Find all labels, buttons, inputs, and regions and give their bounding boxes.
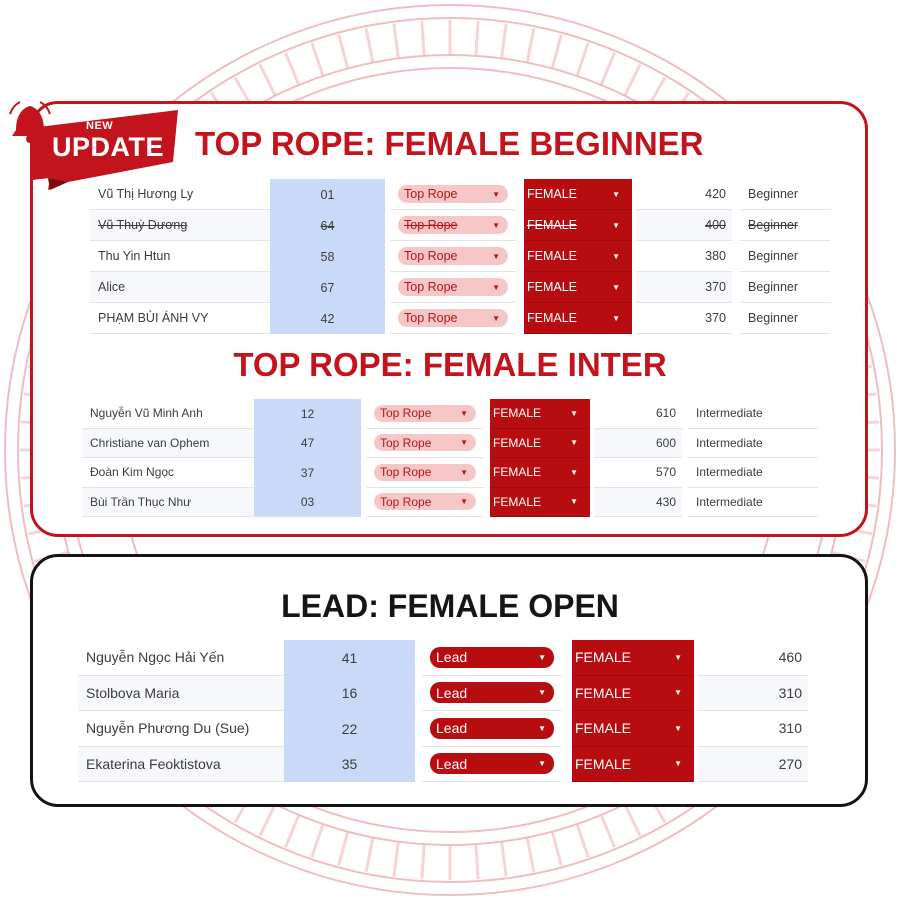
discipline-value: Top Rope — [380, 406, 432, 421]
triangle-down-icon: ▼ — [538, 723, 546, 733]
bib-number: 12 — [300, 406, 315, 421]
bib-number-cell — [254, 458, 362, 488]
level-cell — [688, 488, 818, 518]
discipline-dropdown-cell — [422, 711, 562, 747]
lead-results-table — [78, 640, 808, 782]
badge-update-label: UPDATE — [52, 132, 165, 162]
triangle-down-icon: ▼ — [612, 251, 620, 261]
athlete-name-cell — [82, 429, 254, 459]
triangle-down-icon: ▼ — [492, 282, 500, 292]
bib-number: 58 — [320, 249, 335, 264]
level-value: Intermediate — [696, 465, 763, 480]
discipline-value: Top Rope — [404, 280, 458, 294]
athlete-name-cell — [78, 711, 284, 747]
discipline-value: Top Rope — [380, 494, 432, 509]
discipline-dropdown[interactable] — [374, 405, 476, 422]
score-cell — [698, 676, 808, 712]
discipline-dropdown[interactable] — [398, 278, 508, 296]
athlete-name-cell — [78, 676, 284, 712]
level-value: Intermediate — [696, 494, 763, 509]
score-cell — [594, 429, 682, 459]
discipline-value: Top Rope — [380, 435, 432, 450]
table-row — [90, 303, 830, 334]
gender-value: FEMALE — [493, 465, 542, 480]
discipline-dropdown[interactable] — [374, 493, 476, 510]
gender-value: FEMALE — [527, 311, 578, 325]
athlete-name-cell — [90, 303, 270, 334]
bib-number: 42 — [320, 311, 335, 326]
bib-number: 64 — [320, 218, 335, 233]
section-title-beginner: TOP ROPE: FEMALE BEGINNER — [195, 125, 704, 162]
discipline-dropdown[interactable] — [374, 464, 476, 481]
bib-number-cell — [284, 640, 416, 676]
table-row — [90, 272, 830, 303]
table-row — [82, 429, 818, 459]
score-value: 600 — [655, 435, 676, 450]
discipline-dropdown-cell — [366, 399, 484, 429]
athlete-name-cell — [78, 747, 284, 783]
table-row — [78, 711, 808, 747]
score-value: 430 — [655, 494, 676, 509]
discipline-dropdown-cell — [390, 210, 516, 241]
discipline-dropdown-cell — [390, 272, 516, 303]
gender-value: FEMALE — [527, 218, 578, 232]
discipline-dropdown-cell — [422, 747, 562, 783]
bib-number-cell — [270, 179, 386, 210]
level-value: Beginner — [748, 218, 799, 232]
athlete-name: PHẠM BÙI ÁNH VY — [98, 311, 209, 325]
discipline-dropdown-cell — [390, 241, 516, 272]
athlete-name-cell — [82, 458, 254, 488]
score-cell — [594, 488, 682, 518]
discipline-dropdown[interactable] — [430, 753, 554, 774]
score-value: 570 — [655, 465, 676, 480]
gender-value: FEMALE — [493, 406, 542, 421]
discipline-dropdown[interactable] — [430, 718, 554, 739]
score-value: 420 — [705, 187, 726, 201]
level-value: Beginner — [748, 249, 799, 263]
level-cell — [740, 303, 830, 334]
bib-number-cell — [270, 241, 386, 272]
gender-dropdown[interactable] — [524, 303, 632, 334]
bib-number-cell — [270, 303, 386, 334]
section-title-lead: LEAD: FEMALE OPEN — [281, 588, 619, 624]
athlete-name: Christiane van Ophem — [90, 435, 210, 450]
triangle-down-icon: ▼ — [570, 408, 578, 418]
triangle-down-icon: ▼ — [612, 189, 620, 199]
level-cell — [688, 458, 818, 488]
level-value: Intermediate — [696, 406, 763, 421]
athlete-name-cell — [82, 488, 254, 518]
gender-dropdown[interactable] — [572, 711, 694, 747]
bib-number: 67 — [320, 280, 335, 295]
triangle-down-icon: ▼ — [460, 408, 468, 418]
table-row — [82, 458, 818, 488]
gender-value: FEMALE — [527, 280, 578, 294]
triangle-down-icon: ▼ — [460, 438, 468, 448]
level-cell — [688, 429, 818, 459]
score-cell — [698, 711, 808, 747]
gender-dropdown[interactable] — [490, 399, 590, 429]
discipline-value: Lead — [436, 684, 468, 701]
triangle-down-icon: ▼ — [538, 652, 546, 662]
table-row — [78, 747, 808, 783]
score-cell — [594, 399, 682, 429]
athlete-name: Bùi Trần Thục Như — [90, 494, 192, 509]
inter-results-table — [82, 399, 818, 517]
gender-dropdown[interactable] — [524, 241, 632, 272]
table-row — [90, 210, 830, 241]
badge-new-label: NEW — [86, 120, 114, 132]
bib-number-cell — [284, 711, 416, 747]
score-cell — [698, 747, 808, 783]
athlete-name: Đoàn Kim Ngọc — [90, 465, 175, 480]
score-value: 370 — [705, 311, 726, 325]
athlete-name: Stolbova Maria — [86, 684, 180, 701]
athlete-name-cell — [82, 399, 254, 429]
bib-number: 47 — [300, 436, 315, 451]
gender-dropdown[interactable] — [572, 676, 694, 712]
score-cell — [636, 303, 732, 334]
discipline-value: Lead — [436, 755, 468, 772]
bib-number-cell — [270, 210, 386, 241]
athlete-name: Thu Yin Htun — [98, 249, 171, 263]
triangle-down-icon: ▼ — [492, 220, 500, 230]
table-row — [90, 179, 830, 210]
bib-number: 03 — [300, 495, 315, 510]
level-cell — [688, 399, 818, 429]
athlete-name: Vũ Thị Hương Ly — [98, 187, 194, 201]
discipline-dropdown-cell — [366, 429, 484, 459]
score-cell — [636, 210, 732, 241]
discipline-value: Top Rope — [380, 465, 432, 480]
bib-number: 41 — [341, 649, 358, 666]
level-cell — [740, 272, 830, 303]
discipline-dropdown[interactable] — [430, 647, 554, 668]
score-value: 370 — [705, 280, 726, 294]
triangle-down-icon: ▼ — [612, 220, 620, 230]
discipline-value: Top Rope — [404, 187, 458, 201]
athlete-name: Nguyễn Ngọc Hải Yến — [86, 649, 225, 666]
triangle-down-icon: ▼ — [612, 282, 620, 292]
athlete-name: Alice — [98, 280, 126, 294]
discipline-dropdown-cell — [366, 458, 484, 488]
athlete-name-cell — [90, 210, 270, 241]
level-value: Beginner — [748, 280, 799, 294]
discipline-value: Lead — [436, 649, 468, 666]
bib-number: 16 — [341, 685, 358, 702]
bib-number: 22 — [341, 720, 358, 737]
score-value: 400 — [705, 218, 726, 232]
gender-dropdown[interactable] — [524, 179, 632, 210]
discipline-dropdown-cell — [390, 179, 516, 210]
discipline-dropdown[interactable] — [398, 216, 508, 234]
score-cell — [594, 458, 682, 488]
gender-dropdown[interactable] — [572, 640, 694, 676]
level-cell — [740, 241, 830, 272]
score-value: 380 — [705, 249, 726, 263]
triangle-down-icon: ▼ — [460, 467, 468, 477]
gender-value: FEMALE — [575, 684, 632, 701]
table-row — [90, 241, 830, 272]
discipline-dropdown[interactable] — [398, 247, 508, 265]
triangle-down-icon: ▼ — [492, 251, 500, 261]
score-value: 610 — [655, 406, 676, 421]
gender-dropdown[interactable] — [490, 429, 590, 459]
athlete-name: Ekaterina Feoktistova — [86, 755, 221, 772]
bib-number: 37 — [300, 465, 315, 480]
score-cell — [636, 241, 732, 272]
gender-value: FEMALE — [527, 187, 578, 201]
triangle-down-icon: ▼ — [570, 467, 578, 477]
triangle-down-icon: ▼ — [674, 759, 682, 769]
beginner-results-table — [90, 179, 830, 334]
gender-value: FEMALE — [575, 649, 632, 666]
gender-value: FEMALE — [575, 720, 632, 737]
triangle-down-icon: ▼ — [612, 313, 620, 323]
discipline-value: Top Rope — [404, 218, 458, 232]
score-cell — [636, 272, 732, 303]
table-row — [82, 488, 818, 518]
athlete-name: Nguyễn Vũ Minh Anh — [90, 406, 203, 421]
score-value: 310 — [778, 720, 802, 737]
level-value: Intermediate — [696, 435, 763, 450]
triangle-down-icon: ▼ — [674, 723, 682, 733]
table-row — [78, 676, 808, 712]
discipline-dropdown[interactable] — [430, 682, 554, 703]
triangle-down-icon: ▼ — [674, 688, 682, 698]
bib-number: 01 — [320, 187, 335, 202]
gender-value: FEMALE — [493, 494, 542, 509]
athlete-name: Nguyễn Phương Du (Sue) — [86, 720, 250, 737]
athlete-name-cell — [90, 272, 270, 303]
athlete-name-cell — [78, 640, 284, 676]
table-row — [78, 640, 808, 676]
discipline-dropdown-cell — [390, 303, 516, 334]
section-title-inter: TOP ROPE: FEMALE INTER — [233, 346, 667, 383]
discipline-dropdown[interactable] — [398, 185, 508, 203]
level-cell — [740, 179, 830, 210]
gender-dropdown[interactable] — [524, 272, 632, 303]
bib-number-cell — [254, 399, 362, 429]
discipline-dropdown-cell — [366, 488, 484, 518]
bib-number-cell — [284, 676, 416, 712]
gender-dropdown[interactable] — [490, 458, 590, 488]
discipline-value: Lead — [436, 720, 468, 737]
discipline-dropdown[interactable] — [374, 434, 476, 451]
level-cell — [740, 210, 830, 241]
discipline-dropdown-cell — [422, 676, 562, 712]
discipline-value: Top Rope — [404, 249, 458, 263]
gender-value: FEMALE — [493, 435, 542, 450]
bib-number-cell — [284, 747, 416, 783]
triangle-down-icon: ▼ — [538, 759, 546, 769]
triangle-down-icon: ▼ — [570, 438, 578, 448]
table-row — [82, 399, 818, 429]
score-value: 460 — [778, 649, 802, 666]
triangle-down-icon: ▼ — [674, 652, 682, 662]
bib-number: 35 — [341, 756, 358, 773]
score-cell — [636, 179, 732, 210]
discipline-value: Top Rope — [404, 311, 458, 325]
athlete-name: Vũ Thuỳ Dương — [98, 218, 188, 232]
gender-value: FEMALE — [575, 755, 632, 772]
level-value: Beginner — [748, 187, 799, 201]
athlete-name-cell — [90, 241, 270, 272]
score-cell — [698, 640, 808, 676]
triangle-down-icon: ▼ — [492, 189, 500, 199]
bib-number-cell — [270, 272, 386, 303]
score-value: 310 — [778, 684, 802, 701]
discipline-dropdown-cell — [422, 640, 562, 676]
gender-dropdown[interactable] — [524, 210, 632, 241]
gender-dropdown[interactable] — [572, 747, 694, 783]
triangle-down-icon: ▼ — [492, 313, 500, 323]
gender-value: FEMALE — [527, 249, 578, 263]
bib-number-cell — [254, 429, 362, 459]
triangle-down-icon: ▼ — [570, 497, 578, 507]
triangle-down-icon: ▼ — [538, 688, 546, 698]
discipline-dropdown[interactable] — [398, 309, 508, 327]
bib-number-cell — [254, 488, 362, 518]
level-value: Beginner — [748, 311, 799, 325]
score-value: 270 — [778, 755, 802, 772]
triangle-down-icon: ▼ — [460, 497, 468, 507]
gender-dropdown[interactable] — [490, 488, 590, 518]
